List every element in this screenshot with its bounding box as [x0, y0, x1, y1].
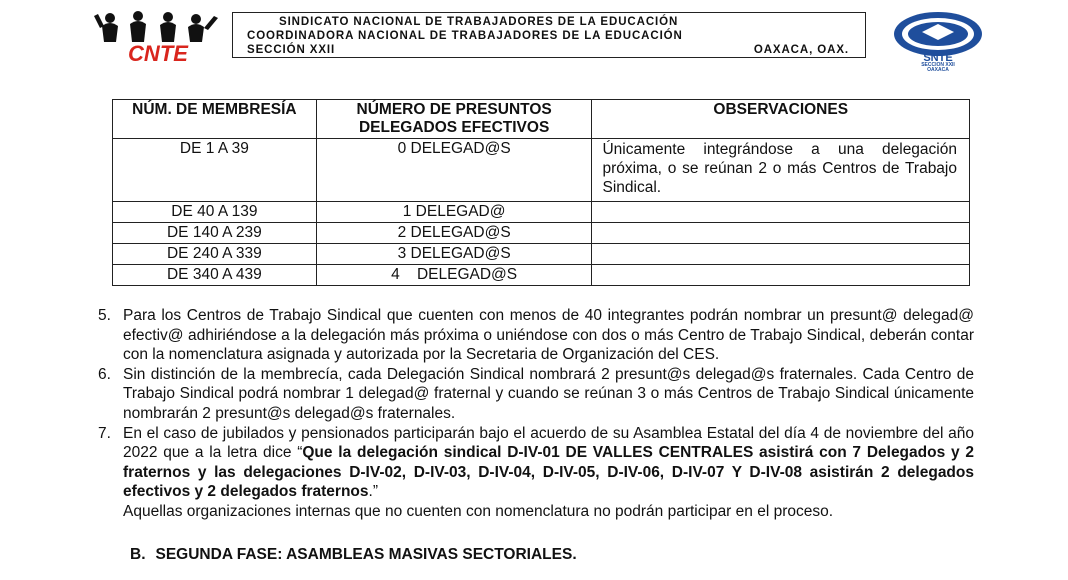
snte-logo-text: SNTE — [923, 52, 953, 64]
delegate-count: 0 DELEGAD@S — [316, 139, 592, 202]
membership-range: DE 240 A 339 — [113, 244, 317, 265]
membership-range: DE 340 A 439 — [113, 265, 317, 286]
observation — [592, 265, 970, 286]
snte-logo-sub1: SECCION XXII — [921, 62, 955, 68]
delegate-count: 1 DELEGAD@ — [316, 202, 592, 223]
cnte-logo-text: CNTE — [128, 41, 188, 64]
item-text-close: .” — [368, 483, 378, 501]
delegate-count: 4 DELEGAD@S — [316, 265, 592, 286]
table-row — [113, 223, 970, 244]
letterhead-box — [232, 12, 866, 58]
list-item — [98, 306, 974, 365]
membership-table — [112, 99, 970, 286]
observation — [592, 202, 970, 223]
table-row — [113, 139, 970, 202]
header-delegates: NÚMERO DE PRESUNTOS DELEGADOS EFECTIVOS — [316, 100, 592, 139]
snte-logo-sub2: OAXACA — [927, 67, 949, 72]
membership-range: DE 40 A 139 — [113, 202, 317, 223]
section-heading — [130, 546, 587, 564]
table-header-row — [113, 100, 970, 139]
item-number: 7. — [98, 424, 111, 442]
numbered-list — [98, 306, 974, 522]
item-note: Aquellas organizaciones internas que no cuenten con nomenclatura no podrán participar en el proceso. — [123, 502, 834, 520]
observation — [592, 244, 970, 265]
list-item — [98, 424, 974, 502]
item-text-intro: En el caso de jubilados y pensionados participarán bajo el acuerdo de su Asamblea Estatal del día 4 de noviembre del año 2022 que a la letra dice “ — [123, 424, 974, 462]
membership-range: DE 140 A 239 — [113, 223, 317, 244]
delegate-count: 3 DELEGAD@S — [316, 244, 592, 265]
observation — [592, 223, 970, 244]
cnte-logo — [92, 8, 224, 64]
table-row — [113, 265, 970, 286]
observation: Únicamente integrándose a una delegación próxima, o se reúnan 2 o más Centros de Trabajo Sindical. — [592, 139, 970, 202]
snte-seccion-xxii-seal — [890, 10, 986, 72]
item-number: 5. — [98, 307, 111, 324]
header-line-2: COORDINADORA NACIONAL DE TRABAJADORES DE LA EDUCACIÓN — [247, 30, 683, 42]
header-section: SECCIÓN XXII — [247, 44, 336, 56]
item-text-quote: Que la delegación sindical D-IV-01 DE VALLES CENTRALES asistirá con 7 Delegados y 2 fraternos y las delegaciones D-IV-02, D-IV-03, D-IV-04, D-IV-05, D-IV-06, D-IV-07 Y D-IV-08 asistirán 2 delegados efectivos y 2 delegados fraternos — [123, 444, 974, 501]
delegate-count: 2 DELEGAD@S — [316, 223, 592, 244]
item-number: 6. — [98, 365, 111, 383]
header-line-1: SINDICATO NACIONAL DE TRABAJADORES DE LA EDUCACIÓN — [279, 16, 679, 28]
header-membership: NÚM. DE MEMBRESÍA — [113, 100, 317, 139]
table-row — [113, 244, 970, 265]
item-text: Para los Centros de Trabajo Sindical que cuenten con menos de 40 integrantes podrán nombrar un presunt@ delegad@ efectiv@ adhiriéndose a la delegación más próxima o uniéndose con dos o más Centro de Trabajo Sindical, deberán contar con la nomenclatura asignada y autorizada por la Secretaria de Organización del CES. — [123, 307, 974, 364]
table-row — [113, 202, 970, 223]
section-letter: B. — [130, 546, 146, 563]
membership-range: DE 1 A 39 — [113, 139, 317, 202]
item-text: Sin distinción de la membrecía, cada Delegación Sindical nombrará 2 presunt@s delegad@s fraternales. Cada Centro de Trabajo Sindical podrá nombrar 1 delegad@ fraternal y cuando se reúnan 3 o más Centros de Trabajo Sindical únicamente nombrarán 2 presunt@s delegad@s fraternales. — [123, 365, 974, 422]
item-text — [123, 424, 974, 502]
list-item — [98, 365, 974, 424]
header-observations: OBSERVACIONES — [592, 100, 970, 139]
section-title: SEGUNDA FASE: ASAMBLEAS MASIVAS SECTORIALES. — [155, 546, 577, 563]
header-location: OAXACA, OAX. — [753, 44, 849, 56]
